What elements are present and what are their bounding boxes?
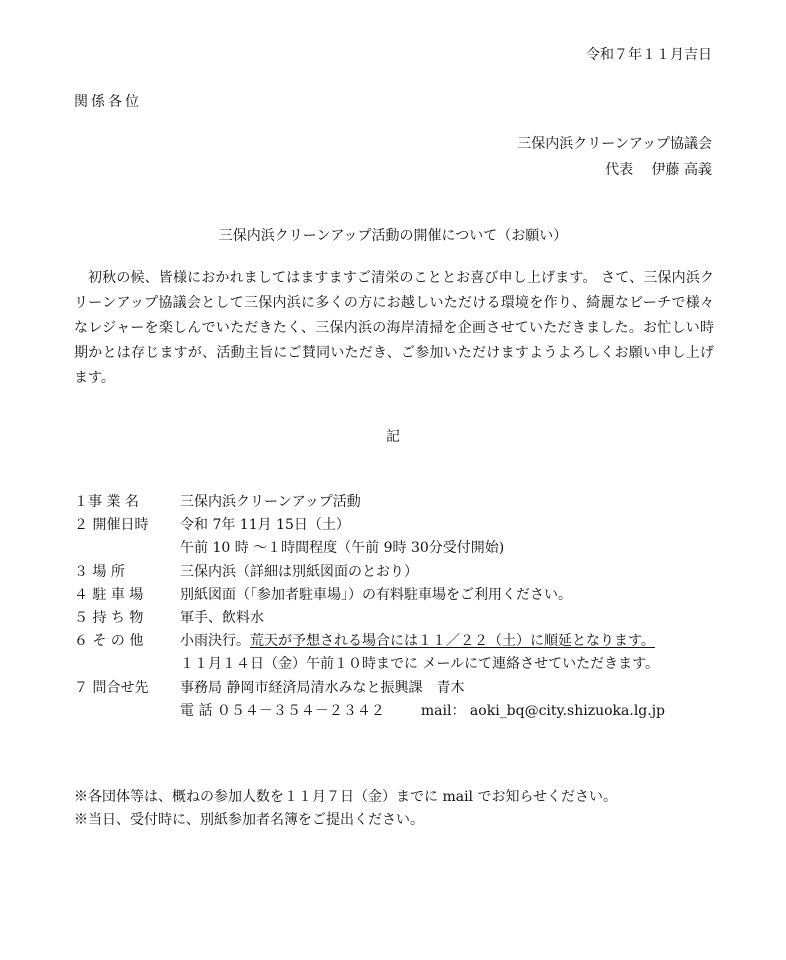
sender-organization: 三保内浜クリーンアップ協議会 <box>517 136 712 152</box>
detail-label: ２ 開催日時 <box>74 517 149 534</box>
detail-datetime-time <box>74 537 714 560</box>
detail-other <box>74 630 714 653</box>
detail-label: ５ 持 ち 物 <box>74 610 144 627</box>
detail-label: ６ そ の 他 <box>74 633 144 650</box>
postponement-notice: 荒天が予想される場合には１１／２２（土）に順延となります。 <box>250 633 655 650</box>
ki-heading: 記 <box>386 429 400 445</box>
contact-email: mail： aoki_bq@city.shizuoka.lg.jp <box>420 702 666 719</box>
addressee: 関係各位 <box>74 94 142 110</box>
detail-contact <box>74 677 714 700</box>
detail-value: 小雨決行。 <box>180 633 250 650</box>
detail-value: １１月１４日（金）午前１０時までに メールにて連絡させていただきます。 <box>180 656 660 673</box>
detail-value: 軍手、飲料水 <box>180 610 264 627</box>
detail-value: 令和 7年 11月 15日（土） <box>180 517 350 534</box>
sender-representative: 代表 伊藤 高義 <box>605 162 712 178</box>
contact-phone: 電 話 ０５４－３５４－２３４２ <box>180 702 385 719</box>
detail-value: 三保内浜（詳細は別紙図面のとおり） <box>180 563 418 580</box>
note-item: ※当日、受付時に、別紙参加者名簿をご提出ください。 <box>74 812 424 828</box>
detail-label: ３ 場 所 <box>74 563 125 580</box>
detail-items <box>74 607 714 630</box>
detail-value: 午前 10 時 〜１時間程度（午前 9時 30分受付開始) <box>180 540 505 557</box>
detail-parking <box>74 584 714 607</box>
detail-label: ７ 問合せ先 <box>74 679 149 696</box>
issue-date: 令和７年１１月吉日 <box>586 47 712 63</box>
detail-place <box>74 561 714 584</box>
detail-value: 事務局 静岡市経済局清水みなと振興課 青木 <box>180 679 465 696</box>
notes <box>74 786 617 832</box>
detail-other-contact <box>74 653 714 676</box>
detail-datetime <box>74 514 714 537</box>
detail-value: 別紙図面（「参加者駐車場」）の有料駐車場をご利用ください。 <box>180 586 572 603</box>
note-item: ※各団体等は、概ねの参加人数を１１月７日（金）までに mail でお知らせください。 <box>74 789 618 805</box>
detail-value: 三保内浜クリーンアップ活動 <box>180 494 361 510</box>
detail-event <box>74 491 714 514</box>
detail-contact-phone-mail <box>74 700 714 723</box>
details-list <box>74 491 714 723</box>
body-paragraph: 初秋の候、皆様におかれましてはますますご清栄のこととお喜び申し上げます。 さて、三保内浜クリーンアップ協議会として三保内浜に多くの方にお越しいただける環境を作り、綺麗なビーチで様々なレジャーを楽しんでいただきたく、三保内浜の海岸清掃を企画させていただきました。お忙しい時期かとは存じますが、活動主旨にご賛同いただき、ご参加いただけますようよろしくお願い申し上げます。 <box>74 270 714 386</box>
detail-label: ４ 駐 車 場 <box>74 586 144 603</box>
document-title: 三保内浜クリーンアップ活動の開催について（お願い） <box>218 228 568 244</box>
detail-label: １事 業 名 <box>74 494 139 510</box>
